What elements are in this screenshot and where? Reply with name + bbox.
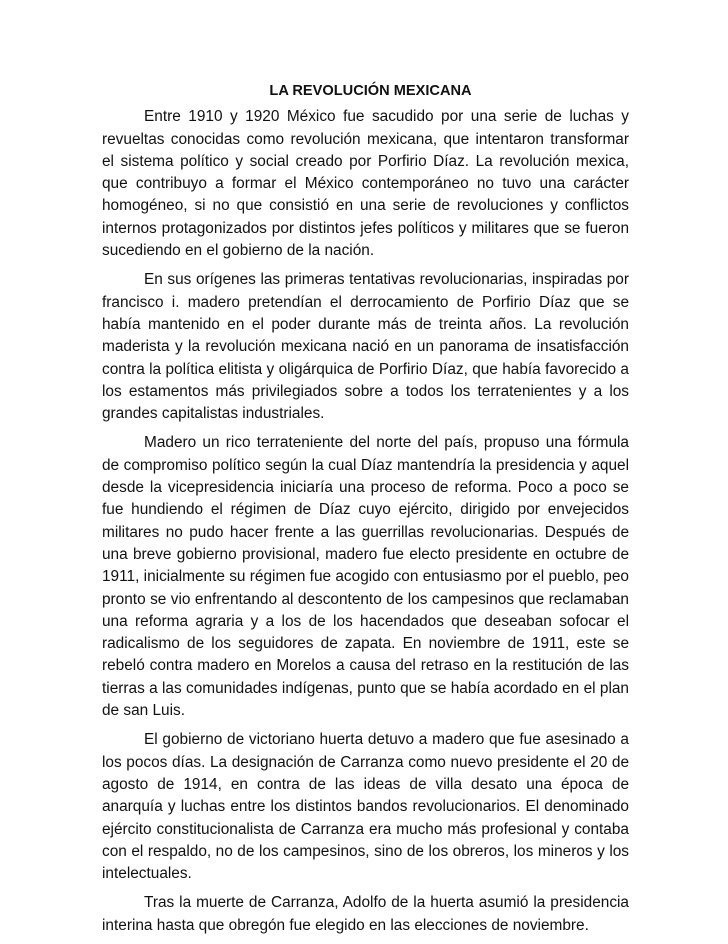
paragraph-2: En sus orígenes las primeras tentativas revolucionarias, inspiradas por francisco i. madero pretendían el derrocamiento de Porfirio Díaz que se había mantenido en el poder durante más de treinta años. La revolución maderista y la revolución mexicana nació en un panorama de insatisfacción contra la política elitista y oligárquica de Porfirio Díaz, que había favorecido a los estamentos más privilegiados sobre a todos los terratenientes y a los grandes capitalistas industriales. xyxy=(102,271,629,423)
document-title: LA REVOLUCIÓN MEXICANA xyxy=(269,83,472,99)
paragraph-1: Entre 1910 y 1920 México fue sacudido por una serie de luchas y revueltas conocidas como revolución mexicana, que intentaron transformar el sistema político y social creado por Porfirio Díaz. La revolución mexica, que contribuyo a formar el México contemporáneo no tuvo una carácter homogéneo, si no que consistió en una serie de revoluciones y conflictos internos protagonizados por distintos jefes políticos y militares que se fueron sucediendo en el gobierno de la nación. xyxy=(102,108,629,260)
paragraph-3: Madero un rico terrateniente del norte del país, propuso una fórmula de compromiso político según la cual Díaz mantendría la presidencia y aquel desde la vicepresidencia iniciaría una proceso de reforma. Poco a poco se fue hundiendo el régimen de Díaz cuyo ejército, dirigido por envejecidos militares no pudo hacer frente a las guerrillas revolucionarias. Después de una breve gobierno provisional, madero fue electo presidente en octubre de 1911, inicialmente su régimen fue acogido con entusiasmo por el pueblo, peo pronto se vio enfrentando al descontento de los campesinos que reclamaban una reforma agraria y a los de los hacendados que deseaban sofocar el radicalismo de los seguidores de zapata. En noviembre de 1911, este se rebeló contra madero en Morelos a causa del retraso en la restitución de las tierras a las comunidades indígenas, punto que se había acordado en el plan de san Luis. xyxy=(102,434,629,720)
document-page xyxy=(102,80,629,944)
paragraph-4: El gobierno de victoriano huerta detuvo a madero que fue asesinado a los pocos días. La designación de Carranza como nuevo presidente el 20 de agosto de 1914, en contra de las ideas de villa desato una época de anarquía y luchas entre los distintos bandos revolucionarios. El denominado ejército constitucionalista de Carranza era mucho más profesional y contaba con el respaldo, no de los campesinos, sino de los obreros, los mineros y los intelectuales. xyxy=(102,731,629,883)
paragraph-5: Tras la muerte de Carranza, Adolfo de la huerta asumió la presidencia interina hasta que obregón fue elegido en las elecciones de noviembre. xyxy=(102,894,629,934)
